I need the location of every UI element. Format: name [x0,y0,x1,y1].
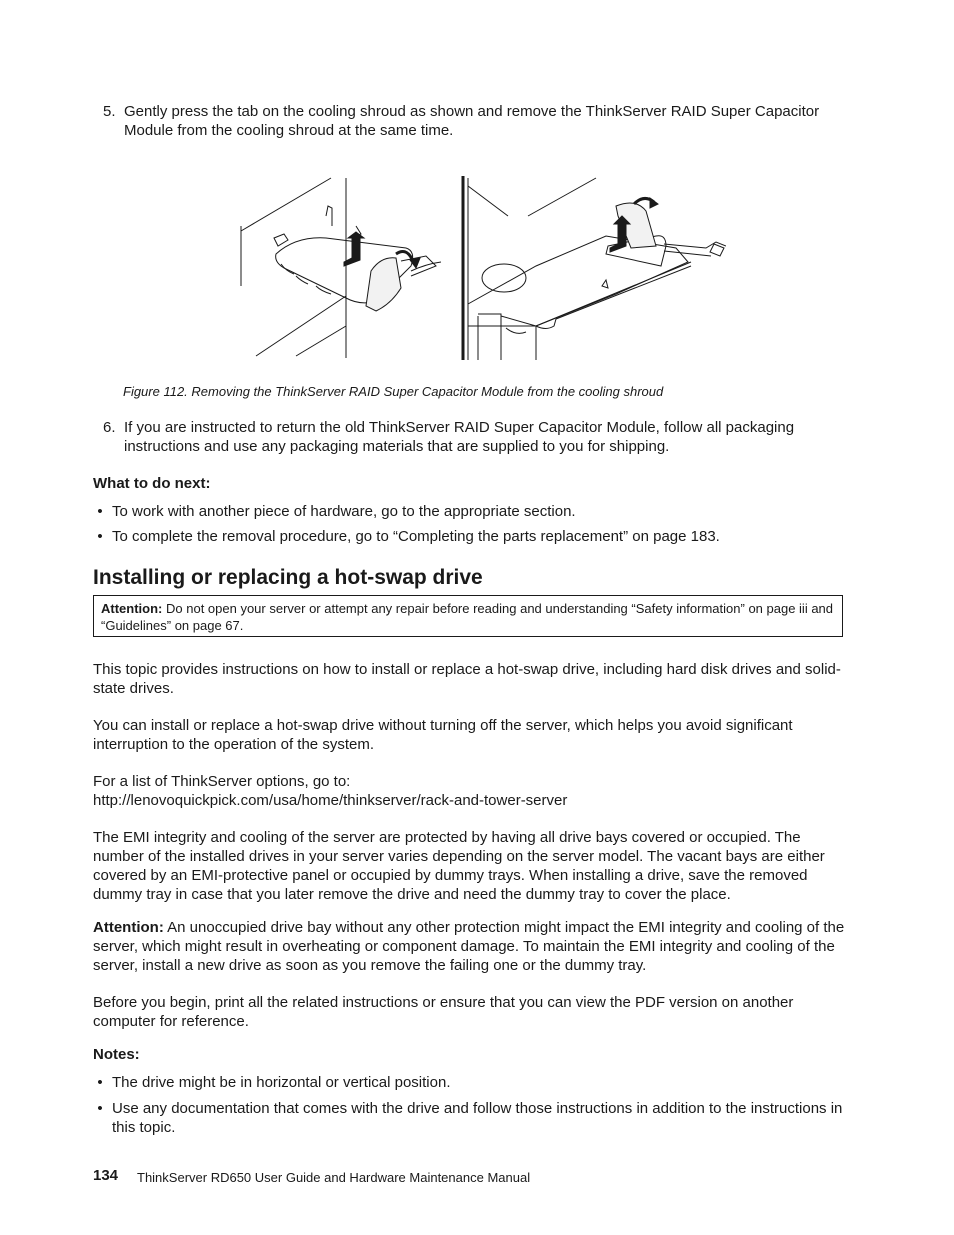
figure-caption: Figure 112. Removing the ThinkServer RAID Super Capacitor Module from the cooling shroud [123,384,664,399]
attention-label: Attention: [101,601,163,616]
what-to-do-next-heading: What to do next: [93,475,211,492]
list-item-text: The drive might be in horizontal or vertical position. [112,1074,451,1091]
cooling-shroud-illustration [236,176,726,360]
list-item-text: Use any documentation that comes with the drive and follow those instructions in addition to the instructions in this topic. [112,1100,843,1136]
paragraph-intro: This topic provides instructions on how to install or replace a hot-swap drive, including hard disk drives and solid-state drives. [93,661,841,697]
list-item-text: To work with another piece of hardware, go to the appropriate section. [112,503,576,520]
list-item-text: To complete the removal procedure, go to “Completing the parts replacement” on page 183. [112,528,720,545]
attention-label: Attention: [93,919,164,936]
section-heading: Installing or replacing a hot-swap drive [93,566,483,589]
footer-title: ThinkServer RD650 User Guide and Hardware Maintenance Manual [137,1170,531,1185]
attention-box [93,595,843,637]
options-url-link[interactable]: http://lenovoquickpick.com/usa/home/thinkserver/rack-and-tower-server [93,792,568,809]
paragraph-no-power-off: You can install or replace a hot-swap drive without turning off the server, which helps you avoid significant interruption to the operation of the system. [93,717,793,753]
bullet-marker: • [97,1074,103,1091]
step-text: Gently press the tab on the cooling shroud as shown and remove the ThinkServer RAID Super Capacitor Module from the cooling shroud at the same time. [124,103,820,139]
page-number: 134 [93,1167,119,1184]
bullet-marker: • [97,1100,103,1117]
paragraph-before-you-begin: Before you begin, print all the related instructions or ensure that you can view the PDF version on another computer for reference. [93,994,794,1030]
bullet-marker: • [97,528,103,545]
attention-text: An unoccupied drive bay without any other protection might impact the EMI integrity and cooling of the server, which might result in overheating or component damage. To maintain the EMI integrity and cooling of the server, install a new drive as soon as you remove the failing one or the dummy tray. [93,919,845,974]
step-number: 5. [103,103,116,120]
step-number: 6. [103,419,116,436]
paragraph-emi: The EMI integrity and cooling of the server are protected by having all drive bays covered or occupied. The number of the installed drives in your server varies depending on the server model. The vacant bays are either covered by an EMI-protective panel or occupied by dummy trays. When installing a drive, save the removed dummy tray in case that you later remove the drive and need the dummy tray to cover the place. [93,829,825,903]
notes-heading: Notes: [93,1046,140,1063]
attention-paragraph [93,918,848,975]
step-text: If you are instructed to return the old ThinkServer RAID Super Capacitor Module, follow all packaging instructions and use any packaging materials that are supplied to you for shipping. [124,419,795,455]
figure-illustration [236,176,726,360]
bullet-marker: • [97,503,103,520]
attention-text: Do not open your server or attempt any repair before reading and understanding “Safety information” on page iii and “Guidelines” on page 67. [101,601,834,633]
paragraph-options-intro: For a list of ThinkServer options, go to: [93,773,351,790]
